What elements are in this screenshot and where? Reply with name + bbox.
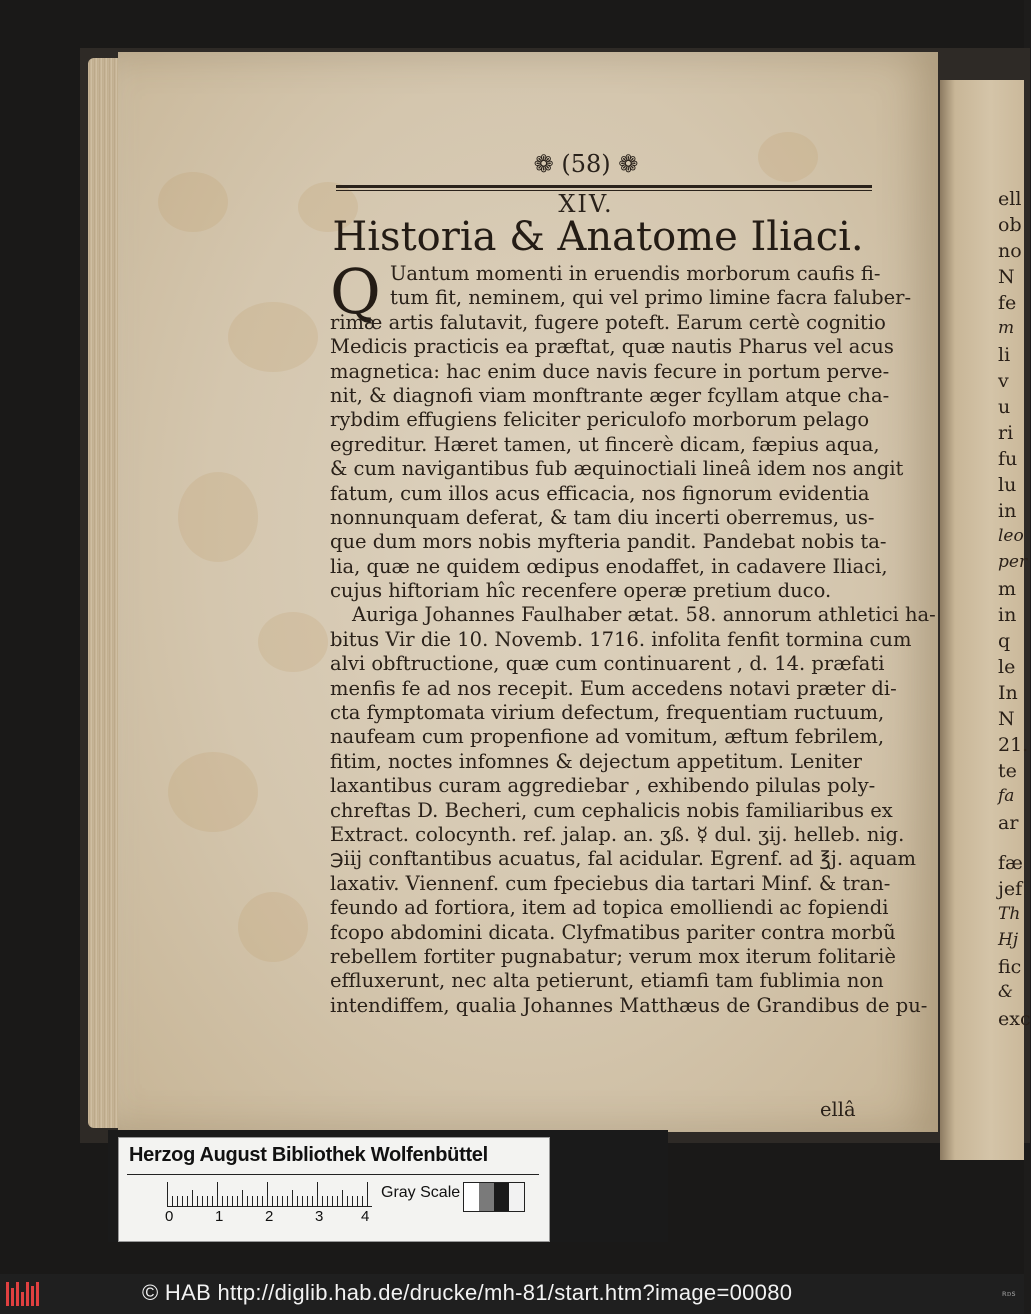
ruler-number: 2 — [265, 1208, 274, 1225]
facing-fragment: N — [998, 708, 1015, 730]
facing-fragment: no — [998, 240, 1022, 262]
color-reference-card — [118, 1137, 550, 1242]
text-line: Auriga Johannes Faulhaber ætat. 58. annorum athletici ha- — [352, 603, 936, 627]
ruler-number: 3 — [315, 1208, 324, 1225]
text-line: lia, quæ ne quidem œdipus enodaffet, in cadavere Iliaci, — [330, 554, 888, 578]
gray-swatch — [494, 1183, 509, 1211]
copyright-text: © HAB — [142, 1280, 218, 1305]
gray-scale-swatch — [463, 1182, 525, 1212]
text-line: nonnunquam deferat, & tam diu incerti oberremus, us- — [330, 505, 875, 529]
facing-fragment: 21. — [998, 734, 1029, 756]
ruler-tick — [317, 1182, 318, 1206]
ruler-tick — [227, 1196, 228, 1206]
ruler-tick — [207, 1196, 208, 1206]
facing-fragment: fæ — [998, 852, 1023, 874]
facing-fragment: u — [998, 396, 1011, 418]
footer-credit — [142, 1280, 792, 1306]
text-line: fitim, noctes infomnes & dejectum appetitum. Leniter — [330, 749, 862, 773]
paper-stain — [158, 172, 228, 232]
ruler-tick — [307, 1196, 308, 1206]
ruler-tick — [167, 1182, 168, 1206]
ruler-tick — [267, 1182, 268, 1206]
library-name: Herzog August Bibliothek Wolfenbüttel — [129, 1144, 488, 1166]
ruler-tick — [327, 1196, 328, 1206]
ruler-tick — [367, 1182, 368, 1206]
gray-swatch — [509, 1183, 524, 1211]
ruler-tick — [362, 1196, 363, 1206]
ruler-tick — [347, 1196, 348, 1206]
ruler-tick — [352, 1196, 353, 1206]
ruler-tick — [232, 1196, 233, 1206]
gray-scale-label: Gray Scale — [381, 1184, 461, 1201]
footer-mini-text: ʀᴅs — [1002, 1289, 1016, 1298]
text-line: effluxerunt, nec alta petierunt, etiamfi tam fublimia non — [330, 969, 884, 993]
ruler-tick — [202, 1196, 203, 1206]
section-number: XIV. — [558, 190, 614, 218]
text-line: tum fit, neminem, qui vel primo limine facra faluber- — [390, 286, 912, 310]
facing-fragment: fe — [998, 292, 1017, 314]
ruler-tick — [252, 1196, 253, 1206]
ruler-tick — [287, 1196, 288, 1206]
text-line: ℈iij conftantibus acuatus, fal acidular. Egrenf. ad ℥j. aquam — [330, 847, 917, 871]
facing-fragment: in — [998, 604, 1017, 626]
facing-fragment: Hj — [998, 930, 1019, 950]
logo-bar — [11, 1288, 14, 1306]
paper-stain — [168, 752, 258, 832]
ruler-tick — [247, 1196, 248, 1206]
facing-fragment: v — [998, 370, 1009, 392]
text-line: cta fymptomata virium defectum, frequentiam ructuum, — [330, 701, 885, 725]
paper-stain — [238, 892, 308, 962]
facing-fragment: fic — [998, 956, 1022, 978]
ruler-tick — [282, 1196, 283, 1206]
facing-fragment: fu — [998, 448, 1018, 470]
ruler-tick — [277, 1196, 278, 1206]
ruler-tick — [272, 1196, 273, 1206]
label-divider — [127, 1174, 539, 1175]
facing-fragment: exc — [998, 1008, 1031, 1030]
facing-fragment: ob — [998, 214, 1022, 236]
source-link[interactable]: http://diglib.hab.de/drucke/mh-81/start.htm?image=00080 — [217, 1280, 793, 1305]
text-line: laxantibus curam aggrediebar , exhibendo pilulas poly- — [330, 774, 876, 798]
text-line: alvi obftructione, quæ cum continuarent , d. 14. præfati — [330, 652, 885, 676]
facing-fragment: In — [998, 682, 1018, 704]
ruler-tick — [322, 1196, 323, 1206]
text-line: rimæ artis falutavit, fugere poteft. Earum certè cognitio — [330, 310, 886, 334]
facing-fragment: lu — [998, 474, 1017, 496]
facing-fragment: per — [998, 552, 1028, 572]
logo-bar — [6, 1282, 9, 1306]
text-line: menfis fe ad nos recepit. Eum accedens notavi præter di- — [330, 676, 897, 700]
ruler-number: 4 — [361, 1208, 370, 1225]
facing-fragment: & — [998, 982, 1014, 1002]
ruler-tick — [332, 1196, 333, 1206]
body-text — [330, 255, 936, 1018]
ruler-baseline — [167, 1206, 372, 1207]
text-line: cujus hiftoriam hîc recenfere operæ pretium duco. — [330, 579, 832, 603]
ruler-tick — [312, 1196, 313, 1206]
ruler-tick — [257, 1196, 258, 1206]
logo-bar — [26, 1282, 29, 1306]
facing-fragment: te — [998, 760, 1017, 782]
ruler-tick — [197, 1196, 198, 1206]
text-line: intendiffem, qualia Johannes Matthæus de Grandibus de pu- — [330, 993, 928, 1017]
text-line: Medicis practicis ea præftat, quæ nautis Pharus vel acus — [330, 335, 894, 359]
text-line: naufeam cum propenfione ad vomitum, æftum febrilem, — [330, 725, 885, 749]
paper-stain — [228, 302, 318, 372]
facing-fragment: m — [998, 318, 1015, 338]
text-line: feundo ad fortiora, item ad topica emolliendi ac fopiendi — [330, 896, 889, 920]
page-header: ❁ (58) ❁ — [533, 150, 639, 178]
facing-fragment: ri — [998, 422, 1014, 444]
text-line: egreditur. Hæret tamen, ut fincerè dicam, fæpius aqua, — [330, 432, 880, 456]
gray-swatch — [464, 1183, 479, 1211]
ruler-number: 1 — [215, 1208, 224, 1225]
ruler-tick — [217, 1182, 218, 1206]
text-line: bitus Vir die 10. Novemb. 1716. infolita fenfit tormina cum — [330, 627, 912, 651]
ruler-tick — [192, 1190, 193, 1206]
logo-bar — [31, 1286, 34, 1306]
page-title: Historia & Anatome Iliaci. — [332, 214, 864, 260]
hab-logo-icon — [6, 1282, 40, 1306]
gray-swatch — [479, 1183, 494, 1211]
text-line: & cum navigantibus fub æquinoctiali lineâ idem nos angit — [330, 457, 904, 481]
catchword: ellâ — [820, 1098, 856, 1121]
text-line: Uantum momenti in eruendis morborum caufis fi- — [390, 262, 881, 285]
facing-fragment: fa — [998, 786, 1015, 806]
text-line: rebellem fortiter pugnabatur; verum mox iterum folitariè — [330, 944, 896, 968]
ruler-number: 0 — [165, 1208, 174, 1225]
facing-fragment: jef — [998, 878, 1023, 900]
ruler-tick — [242, 1190, 243, 1206]
facing-page — [940, 80, 1031, 1160]
ruler-tick — [172, 1196, 173, 1206]
facing-fragment: N — [998, 266, 1015, 288]
logo-bar — [36, 1282, 39, 1306]
text-line: laxativ. Viennenf. cum fpeciebus dia tartari Minf. & tran- — [330, 871, 891, 895]
drop-cap: Q — [330, 255, 381, 328]
logo-bar — [21, 1292, 24, 1306]
facing-fragment: q — [998, 630, 1011, 652]
facing-fragment: le — [998, 656, 1016, 678]
text-line: fcopo abdomini dicata. Clyfmatibus pariter contra morbũ — [330, 920, 896, 944]
facing-fragment: ar — [998, 812, 1019, 834]
facing-fragment: m — [998, 578, 1017, 600]
ruler-tick — [237, 1196, 238, 1206]
header-rule — [336, 185, 872, 188]
text-line: rybdim effugiens feliciter periculofo morborum pelago — [330, 408, 870, 432]
ruler-tick — [342, 1190, 343, 1206]
text-line: chreftas D. Becheri, cum cephalicis nobis familiaribus ex — [330, 798, 893, 822]
paper-stain — [178, 472, 258, 562]
facing-fragment: Th — [998, 904, 1021, 924]
footer-bar — [0, 1274, 1024, 1314]
scale-ruler — [167, 1182, 377, 1210]
logo-bar — [16, 1282, 19, 1306]
facing-fragment: leo — [998, 526, 1024, 546]
facing-fragment: in — [998, 500, 1017, 522]
ruler-tick — [182, 1196, 183, 1206]
ruler-tick — [357, 1196, 358, 1206]
facing-fragment: li — [998, 344, 1011, 366]
ruler-tick — [222, 1196, 223, 1206]
text-line: nit, & diagnofi viam monftrante æger fcyllam atque cha- — [330, 383, 890, 407]
ruler-tick — [292, 1190, 293, 1206]
paper-stain — [258, 612, 328, 672]
ruler-tick — [212, 1196, 213, 1206]
ruler-tick — [302, 1196, 303, 1206]
text-line: que dum mors nobis myfteria pandit. Pandebat nobis ta- — [330, 530, 887, 554]
ruler-tick — [177, 1196, 178, 1206]
ruler-tick — [297, 1196, 298, 1206]
ruler-tick — [187, 1196, 188, 1206]
facing-fragment: ell — [998, 188, 1022, 210]
ruler-tick — [262, 1196, 263, 1206]
text-line: magnetica: hac enim duce navis fecure in portum perve- — [330, 359, 890, 383]
text-line: Extract. colocynth. ref. jalap. an. ʒß. ☿ dul. ʒij. helleb. nig. — [330, 822, 905, 846]
text-line: fatum, cum illos acus efficacia, nos fignorum evidentia — [330, 481, 870, 505]
ruler-tick — [337, 1196, 338, 1206]
